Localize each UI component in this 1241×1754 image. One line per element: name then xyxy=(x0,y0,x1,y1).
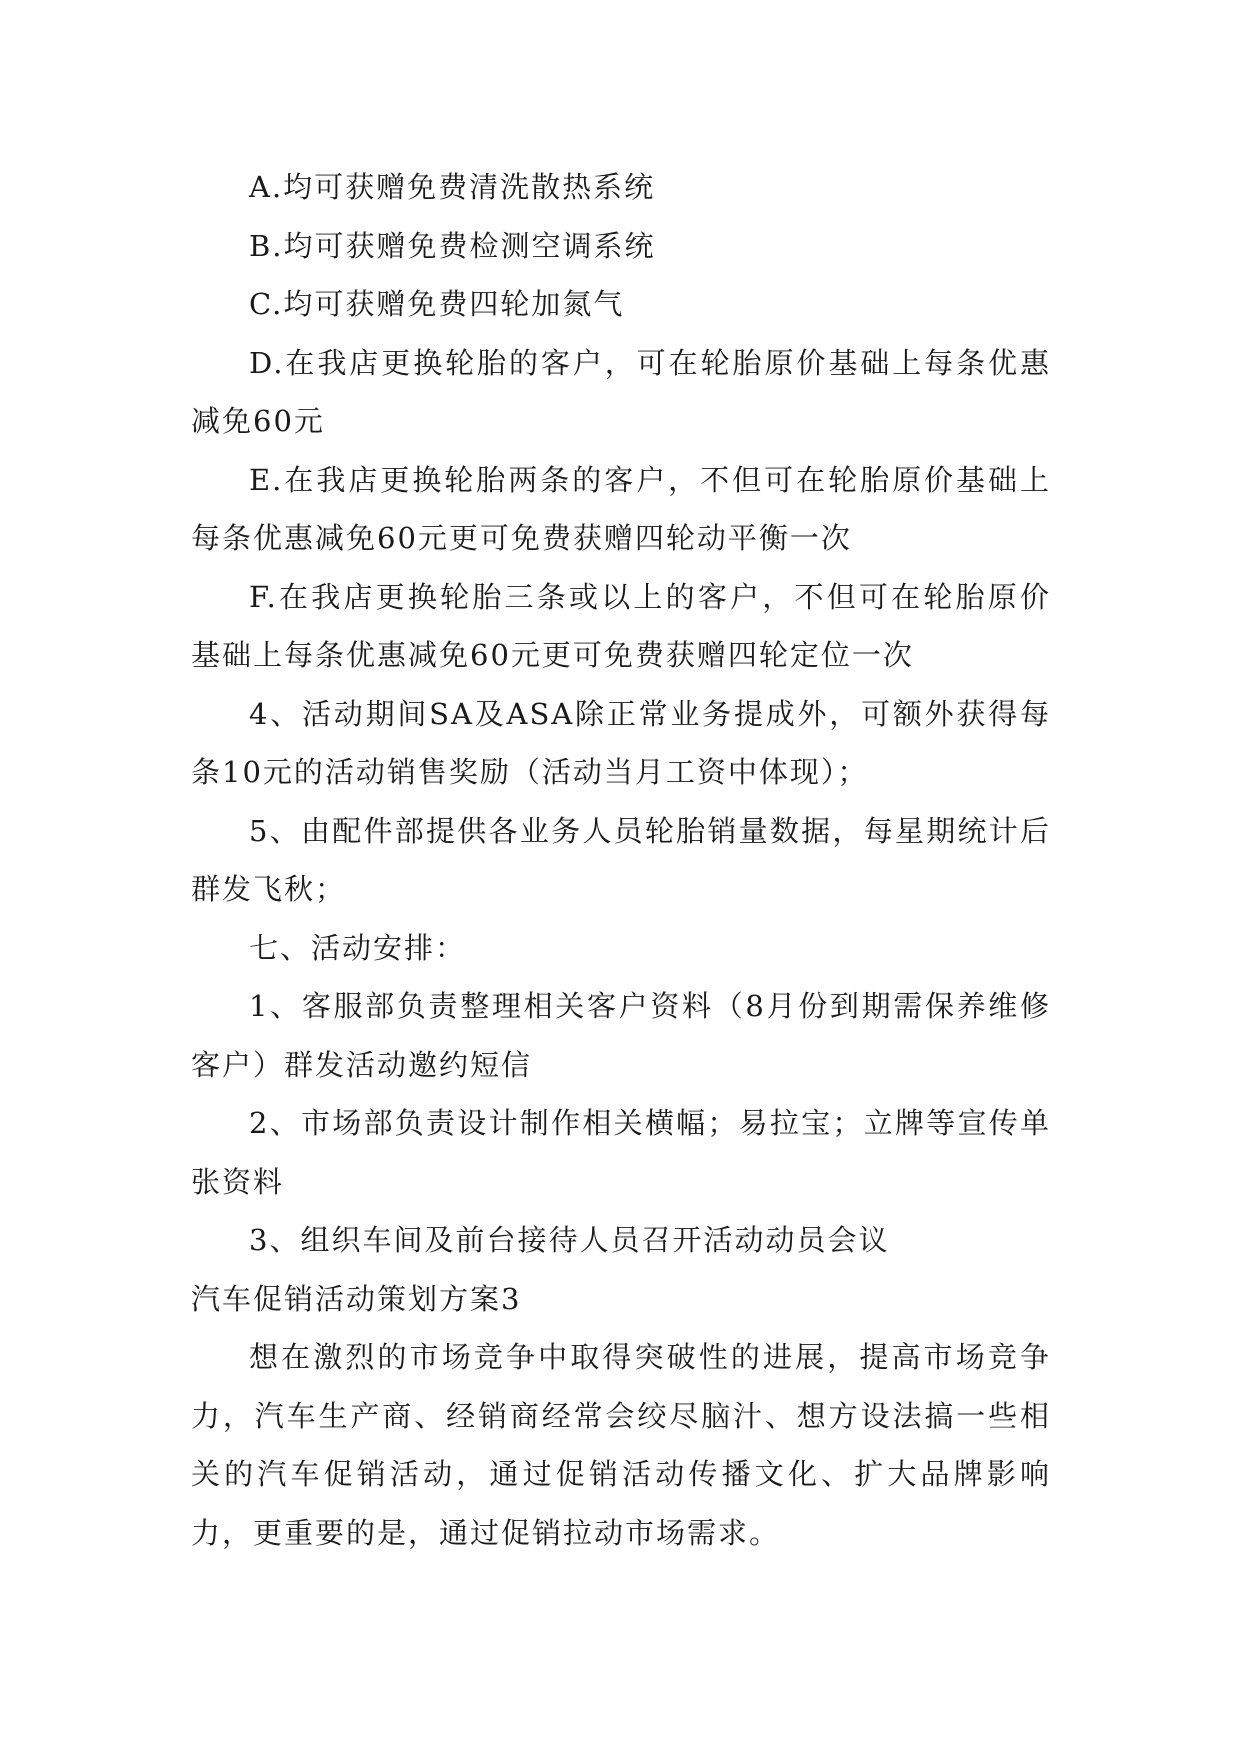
item-5-paragraph: 5、由配件部提供各业务人员轮胎销量数据，每星期统计后群发飞秋； xyxy=(191,813,1051,906)
option-c-paragraph: C.均可获赠免费四轮加氮气 xyxy=(249,287,625,321)
item-4-paragraph: 4、活动期间SA及ASA除正常业务提成外，可额外获得每条10元的活动销售奖励（活动当月工资中体现）； xyxy=(191,696,1051,789)
option-a-paragraph: A.均可获赠免费清洗散热系统 xyxy=(249,170,656,204)
arrangement-item-2: 2、市场部负责设计制作相关横幅；易拉宝；立牌等宣传单张资料 xyxy=(191,1106,1051,1199)
document-body xyxy=(191,158,1051,1562)
arrangement-item-1: 1、客服部负责整理相关客户资料（8月份到期需保养维修客户）群发活动邀约短信 xyxy=(191,989,1051,1082)
arrangement-item-3: 3、组织车间及前台接待人员召开活动动员会议 xyxy=(249,1223,890,1257)
plan-title: 汽车促销活动策划方案3 xyxy=(191,1281,522,1316)
option-e-paragraph: E.在我店更换轮胎两条的客户，不但可在轮胎原价基础上每条优惠减免60元更可免费获赠四轮动平衡一次 xyxy=(191,462,1051,555)
intro-paragraph: 想在激烈的市场竞争中取得突破性的进展，提高市场竞争力，汽车生产商、经销商经常会绞尽脑汁、想方设法搞一些相关的汽车促销活动，通过促销活动传播文化、扩大品牌影响力，更重要的是，通过促销拉动市场需求。 xyxy=(191,1340,1051,1550)
option-f-paragraph: F.在我店更换轮胎三条或以上的客户，不但可在轮胎原价基础上每条优惠减免60元更可免费获赠四轮定位一次 xyxy=(191,579,1051,672)
option-d-paragraph: D.在我店更换轮胎的客户，可在轮胎原价基础上每条优惠减免60元 xyxy=(191,345,1051,438)
section-heading-activity-arrangement: 七、活动安排： xyxy=(249,930,467,965)
option-b-paragraph: B.均可获赠免费检测空调系统 xyxy=(249,228,656,263)
